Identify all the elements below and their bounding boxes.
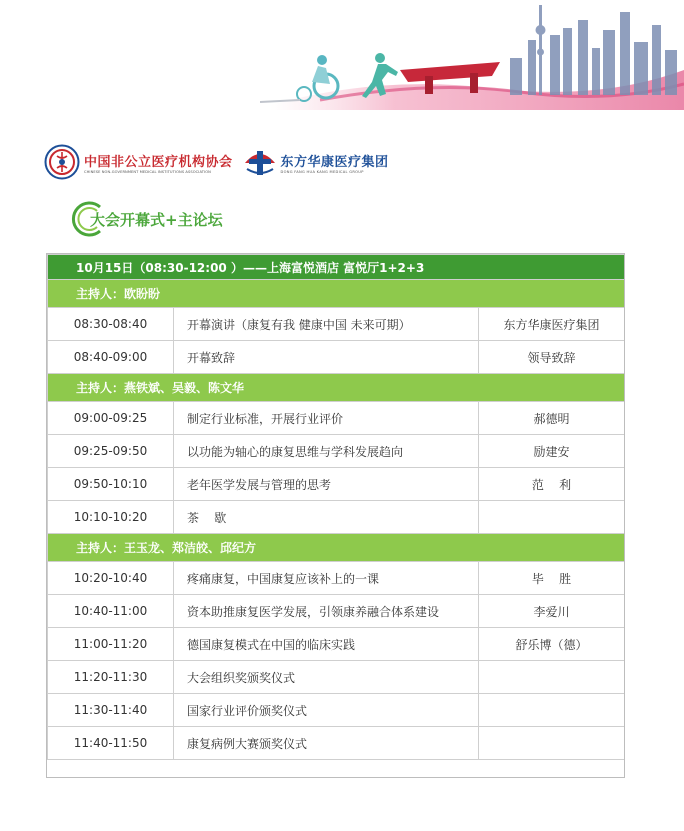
host-label: 主持人：欧盼盼 — [48, 280, 625, 308]
organizer-logos — [44, 142, 389, 182]
table-row — [48, 727, 625, 760]
dfhk-logo — [243, 147, 389, 177]
org2-name: 东方华康医疗集团 — [280, 154, 389, 170]
table-row — [48, 468, 625, 501]
time-cell: 09:50-10:10 — [48, 468, 174, 501]
time-cell: 08:30-08:40 — [48, 308, 174, 341]
host-row — [48, 374, 625, 402]
time-cell: 10:20-10:40 — [48, 562, 174, 595]
speaker-cell — [479, 501, 625, 534]
speaker-cell — [479, 661, 625, 694]
org1-english-name: CHINESE NON-GOVERNMENT MEDICAL INSTITUTIONS ASSOCIATION — [84, 169, 211, 174]
time-cell: 11:20-11:30 — [48, 661, 174, 694]
host-label: 主持人：王玉龙、郑洁皎、邱纪方 — [48, 534, 625, 562]
speaker-cell: 励建安 — [479, 435, 625, 468]
table-row — [48, 628, 625, 661]
city-sports-banner — [260, 0, 684, 110]
speaker-cell: 毕 胜 — [479, 562, 625, 595]
speaker-cell: 舒乐博（德） — [479, 628, 625, 661]
time-cell: 10:40-11:00 — [48, 595, 174, 628]
topic-cell: 开幕演讲（康复有我 健康中国 未来可期） — [174, 308, 479, 341]
section-title: 大会开幕式+主论坛 — [90, 211, 223, 229]
time-cell: 10:10-10:20 — [48, 501, 174, 534]
topic-cell: 资本助推康复医学发展，引领康养融合体系建设 — [174, 595, 479, 628]
schedule-table — [47, 254, 625, 760]
speaker-cell — [479, 727, 625, 760]
speaker-cell: 领导致辞 — [479, 341, 625, 374]
cnmia-logo — [44, 144, 233, 180]
org2-english-name: DONG FANG HUA KANG MEDICAL GROUP — [280, 169, 364, 174]
host-label: 主持人：燕铁斌、吴毅、陈文华 — [48, 374, 625, 402]
speaker-cell: 范 利 — [479, 468, 625, 501]
topic-cell: 疼痛康复，中国康复应该补上的一课 — [174, 562, 479, 595]
speaker-cell — [479, 694, 625, 727]
topic-cell: 开幕致辞 — [174, 341, 479, 374]
cnmia-emblem-icon — [44, 144, 80, 180]
speaker-cell: 郝德明 — [479, 402, 625, 435]
topic-cell: 茶 歇 — [174, 501, 479, 534]
topic-cell: 国家行业评价颁奖仪式 — [174, 694, 479, 727]
host-row — [48, 280, 625, 308]
table-row — [48, 402, 625, 435]
topic-cell: 以功能为轴心的康复思维与学科发展趋向 — [174, 435, 479, 468]
table-row — [48, 308, 625, 341]
table-row — [48, 661, 625, 694]
time-cell: 11:30-11:40 — [48, 694, 174, 727]
topic-cell: 康复病例大赛颁奖仪式 — [174, 727, 479, 760]
speaker-cell: 东方华康医疗集团 — [479, 308, 625, 341]
time-cell: 11:00-11:20 — [48, 628, 174, 661]
speaker-cell: 李爱川 — [479, 595, 625, 628]
org1-name: 中国非公立医疗机构协会 — [84, 154, 233, 170]
schedule-header-row — [48, 255, 625, 280]
time-cell: 08:40-09:00 — [48, 341, 174, 374]
table-row — [48, 435, 625, 468]
table-row — [48, 501, 625, 534]
schedule-header: 10月15日（08:30-12:00 ）——上海富悦酒店 富悦厅1+2+3 — [48, 255, 625, 280]
time-cell: 09:00-09:25 — [48, 402, 174, 435]
table-row — [48, 341, 625, 374]
table-row — [48, 595, 625, 628]
dfhk-emblem-icon — [243, 147, 277, 177]
topic-cell: 老年医学发展与管理的思考 — [174, 468, 479, 501]
host-row — [48, 534, 625, 562]
topic-cell: 大会组织奖颁奖仪式 — [174, 661, 479, 694]
table-row — [48, 694, 625, 727]
time-cell: 11:40-11:50 — [48, 727, 174, 760]
table-row — [48, 562, 625, 595]
time-cell: 09:25-09:50 — [48, 435, 174, 468]
topic-cell: 德国康复模式在中国的临床实践 — [174, 628, 479, 661]
topic-cell: 制定行业标准，开展行业评价 — [174, 402, 479, 435]
